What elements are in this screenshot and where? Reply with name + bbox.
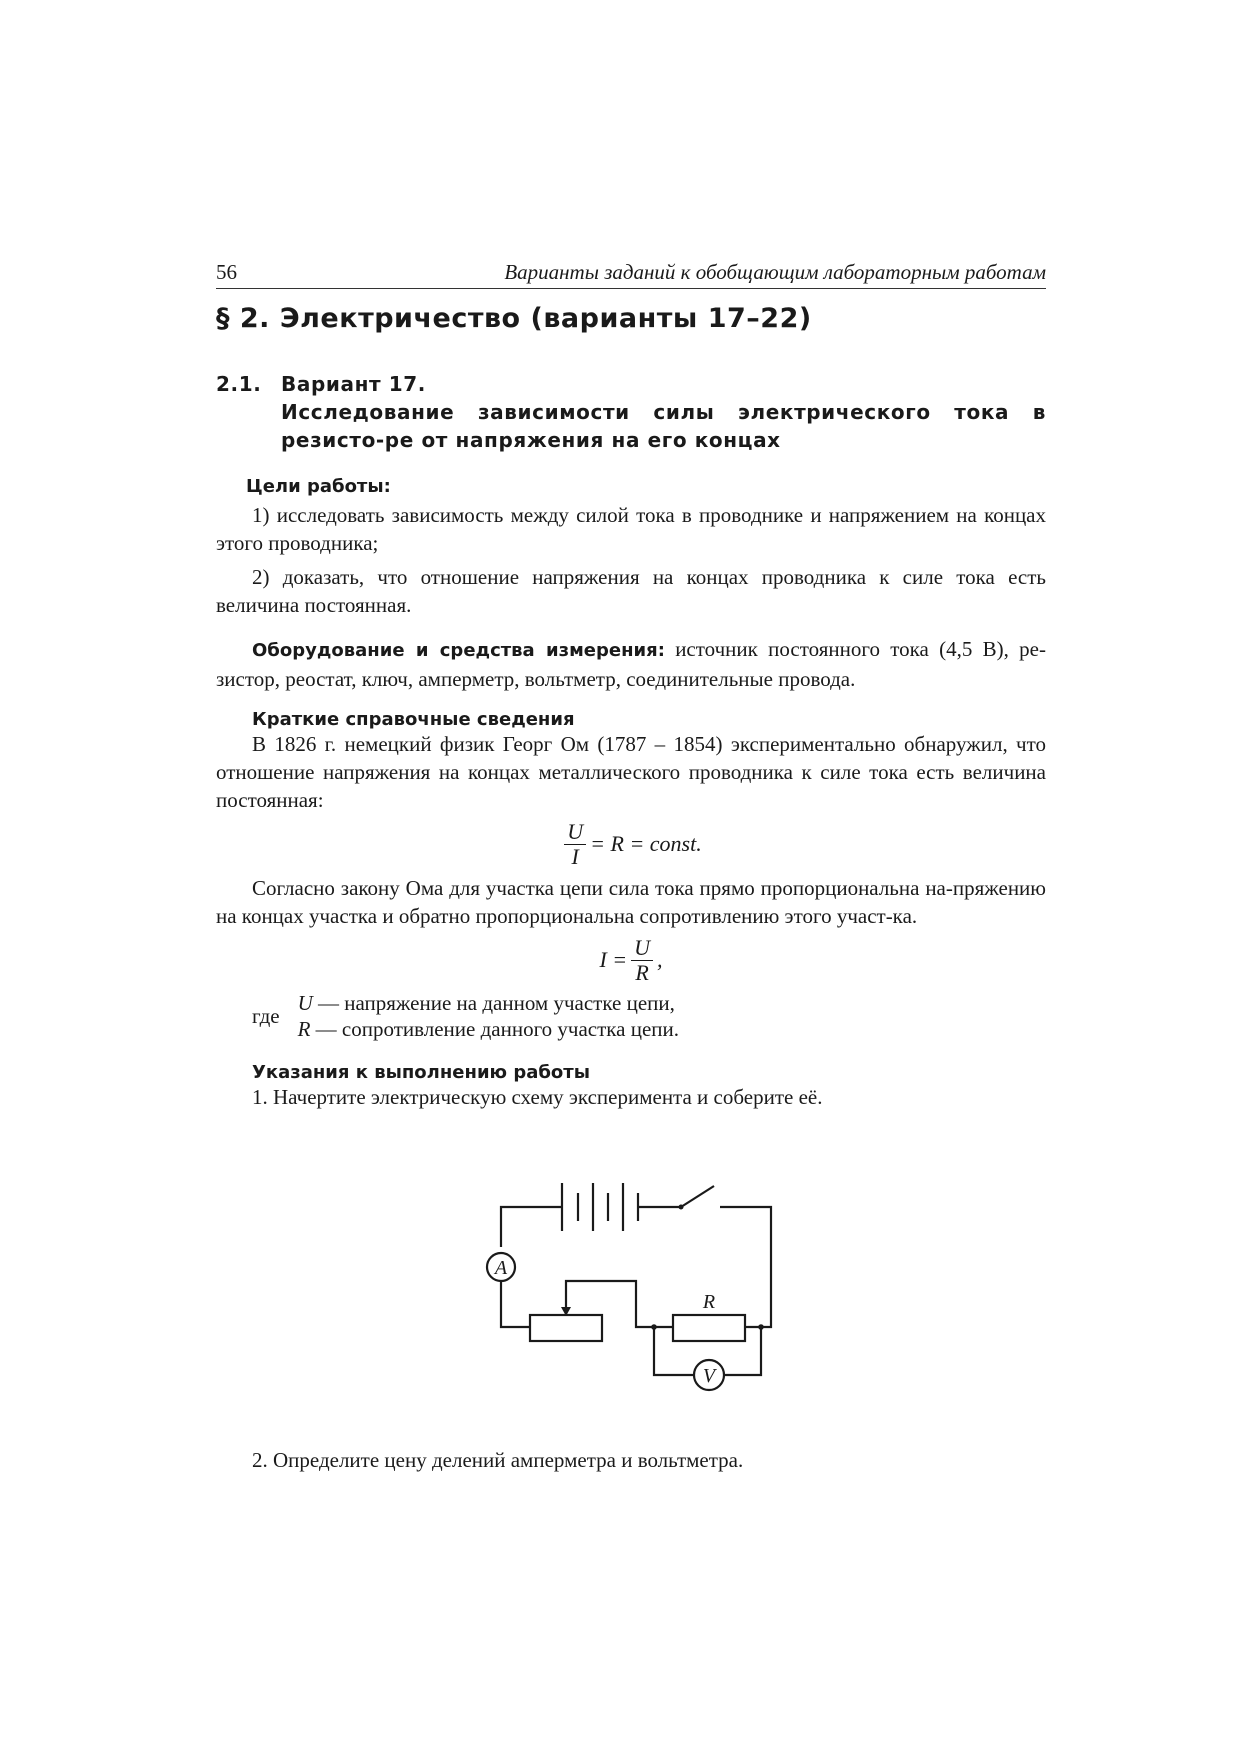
switch-blade [681, 1186, 714, 1207]
reference-heading: Краткие справочные сведения [252, 709, 575, 730]
fraction-denominator: I [571, 843, 579, 869]
equipment-text: источник постоянного тока (4,5 В), ре-зистор, реостат, ключ, амперметр, вольтметр, соединительные провода. [216, 637, 1046, 691]
where-word: где [252, 1004, 280, 1028]
where-line-u-text: — напряжение на данном участке цепи, [312, 991, 675, 1015]
switch-contact-dot [679, 1205, 684, 1210]
subsection-title: Исследование зависимости силы электрического тока в резисто-ре от напряжения на его концах [281, 400, 1046, 452]
fraction-numerator: U [564, 820, 586, 845]
fraction-denominator: R [635, 959, 649, 985]
where-line-r-text: — сопротивление данного участка цепи. [310, 1017, 680, 1041]
wire-top-left [501, 1207, 562, 1247]
reference-paragraph-2: Согласно закону Ома для участка цепи сила тока прямо пропорциональна на-пряжению на концах участка и обратно пропорциональна сопротивлению этого участ-ка. [216, 876, 1046, 928]
symbol-r: R [297, 1017, 311, 1041]
junction-dot-right [758, 1324, 764, 1330]
junction-dot-left [651, 1324, 657, 1330]
wire-left-bottom [501, 1281, 530, 1327]
goal-item-1: 1) исследовать зависимость между силой тока в проводнике и напряжением на концах этого проводника; [216, 503, 1046, 555]
formula-tail: , [657, 947, 663, 972]
running-header [216, 260, 1046, 289]
fraction-numerator: U [631, 936, 653, 961]
rheostat [530, 1315, 602, 1341]
fraction-u-over-i [564, 820, 586, 869]
instructions-heading: Указания к выполнению работы [252, 1062, 590, 1083]
page-number: 56 [216, 260, 237, 284]
voltmeter-label: V [702, 1365, 716, 1387]
where-line-u [298, 990, 679, 1016]
symbol-u: U [297, 991, 313, 1015]
circuit-diagram [478, 1175, 798, 1415]
ammeter-label: A [494, 1257, 508, 1279]
resistor-label: R [702, 1291, 716, 1313]
formula-rest: = R = const. [590, 831, 702, 856]
fraction-u-over-r [631, 936, 653, 985]
reference-paragraph-1: В 1826 г. немецкий физик Георг Ом (1787 – 1854) экспериментально обнаружил, что отношение напряжения на концах металлического проводника к силе тока есть величина постоянная: [216, 732, 1046, 812]
voltmeter-wire-right [724, 1327, 761, 1375]
equipment-paragraph [216, 635, 1046, 693]
subsection-variant: Вариант 17. [281, 372, 426, 396]
rheostat-slider-wire [566, 1281, 654, 1327]
page-content [216, 260, 1046, 1111]
formula-lhs: I = [599, 947, 628, 972]
goals-heading: Цели работы: [246, 476, 391, 497]
equipment-label: Оборудование и средства измерения: [252, 640, 665, 661]
wire-right [720, 1207, 771, 1327]
where-line-r [298, 1016, 679, 1042]
formula-ohm-ratio [216, 818, 1046, 870]
instruction-step-2: 2. Определите цену делений амперметра и вольтметра. [252, 1448, 744, 1472]
subsection-number: 2.1. [216, 372, 262, 396]
instruction-step-1: 1. Начертите электрическую схему эксперимента и соберите её. [252, 1085, 823, 1109]
section-title: § 2. Электричество (варианты 17–22) [216, 303, 812, 334]
running-title: Варианты заданий к обобщающим лабораторным работам [504, 260, 1046, 284]
where-block [252, 990, 1046, 1042]
formula-ohm-law [216, 934, 1046, 986]
resistor [673, 1315, 745, 1341]
subsection-heading [216, 370, 1046, 454]
goal-item-2: 2) доказать, что отношение напряжения на концах проводника к силе тока есть величина постоянная. [216, 565, 1046, 617]
